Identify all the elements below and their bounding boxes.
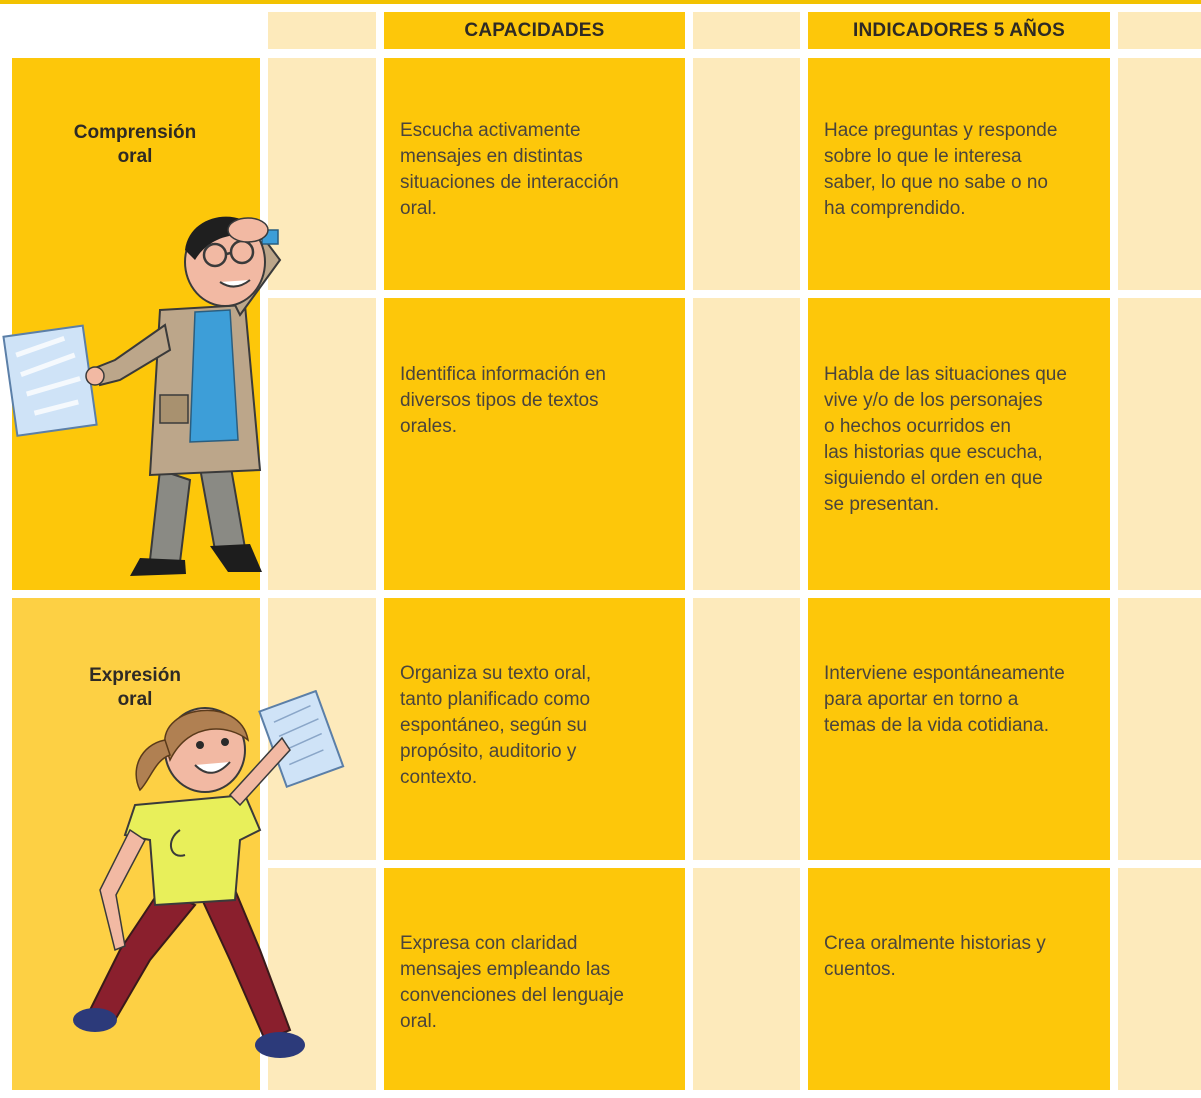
- expresion-line2: oral: [117, 689, 153, 710]
- text-line: tanto planificado como: [400, 689, 591, 710]
- comprension-line1: Comprensión: [73, 122, 197, 143]
- text-line: temas de la vida cotidiana.: [824, 715, 1049, 736]
- text-line: Escucha activamente: [400, 120, 581, 141]
- text-line: Organiza su texto oral,: [400, 663, 592, 684]
- row1-indicador-text: [808, 118, 1110, 222]
- row3-indicador-text: [808, 661, 1110, 739]
- text-line: Identifica información en: [400, 364, 606, 385]
- header-spacer-1: [268, 12, 376, 49]
- text-line: Habla de las situaciones que: [824, 364, 1067, 385]
- text-line: para aportar en torno a: [824, 689, 1019, 710]
- text-line: mensajes en distintas: [400, 146, 583, 167]
- text-line: sobre lo que le interesa: [824, 146, 1022, 167]
- text-line: vive y/o de los personajes: [824, 390, 1043, 411]
- text-line: contexto.: [400, 767, 478, 788]
- text-line: mensajes empleando las: [400, 959, 611, 980]
- text-line: oral.: [400, 198, 437, 219]
- text-line: convenciones del lenguaje: [400, 985, 624, 1006]
- row2-spacer-b: [693, 298, 800, 590]
- text-line: orales.: [400, 416, 458, 437]
- text-line: saber, lo que no sabe o no: [824, 172, 1048, 193]
- man-holding-paper-illustration: [0, 200, 320, 600]
- expresion-line1: Expresión: [89, 665, 181, 686]
- text-line: ha comprendido.: [824, 198, 966, 219]
- text-line: o hechos ocurridos en: [824, 416, 1011, 437]
- text-line: Crea oralmente historias y: [824, 933, 1046, 954]
- girl-running-with-paper-illustration: [60, 690, 360, 1090]
- row4-indicador-text: [808, 931, 1110, 983]
- text-line: espontáneo, según su: [400, 715, 587, 736]
- header-spacer-3: [1118, 12, 1201, 49]
- row1-capacidad-text: [384, 118, 685, 222]
- text-line: cuentos.: [824, 959, 896, 980]
- row4-spacer-b: [693, 868, 800, 1090]
- row1-spacer-c: [1118, 58, 1201, 290]
- text-line: Interviene espontáneamente: [824, 663, 1065, 684]
- text-line: Hace preguntas y responde: [824, 120, 1058, 141]
- row2-indicador-text: [808, 362, 1110, 518]
- row4-spacer-c: [1118, 868, 1201, 1090]
- text-line: propósito, auditorio y: [400, 741, 577, 762]
- text-line: se presentan.: [824, 494, 940, 515]
- top-border: [0, 0, 1201, 4]
- header-indicadores: INDICADORES 5 AÑOS: [808, 12, 1110, 49]
- row2-capacidad-cell: [384, 298, 685, 590]
- row4-capacidad-text: [384, 931, 685, 1035]
- header-capacidades: CAPACIDADES: [384, 12, 685, 49]
- row3-capacidad-text: [384, 661, 685, 791]
- text-line: oral.: [400, 1011, 437, 1032]
- row1-spacer-b: [693, 58, 800, 290]
- row2-spacer-c: [1118, 298, 1201, 590]
- row3-spacer-b: [693, 598, 800, 860]
- row2-capacidad-text: [384, 362, 685, 440]
- text-line: Expresa con claridad: [400, 933, 578, 954]
- header-spacer-2: [693, 12, 800, 49]
- text-line: situaciones de interacción: [400, 172, 619, 193]
- row3-spacer-c: [1118, 598, 1201, 860]
- comprension-line2: oral: [117, 146, 153, 167]
- text-line: las historias que escucha,: [824, 442, 1043, 463]
- text-line: siguiendo el orden en que: [824, 468, 1043, 489]
- text-line: diversos tipos de textos: [400, 390, 599, 411]
- competencia-comprension-label: [40, 121, 230, 169]
